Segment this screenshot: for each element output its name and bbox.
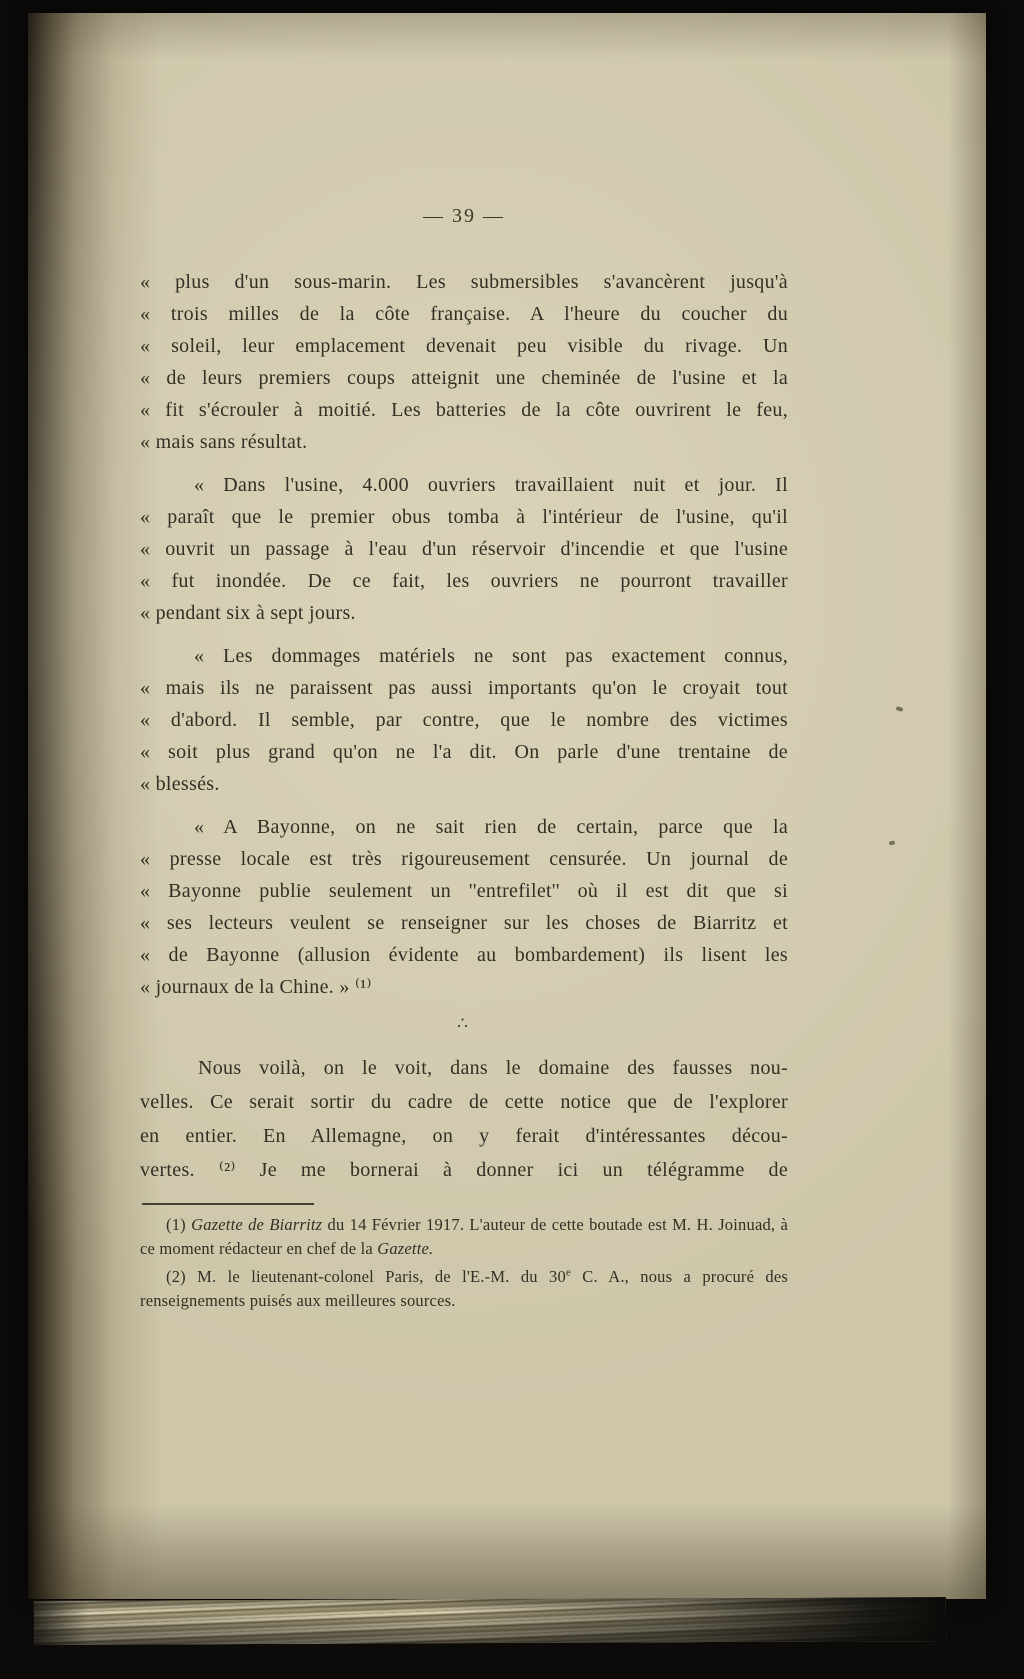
footnotes — [140, 1213, 788, 1312]
text-line: vertes. ⁽²⁾ Je me bornerai à donner ici un télégramme de — [140, 1159, 788, 1181]
text-line: « A Bayonne, on ne sait rien de certain, parce que la — [194, 816, 788, 838]
text-line: « Dans l'usine, 4.000 ouvriers travaillaient nuit et jour. Il — [194, 474, 788, 496]
ink-speck — [889, 841, 896, 846]
text-line: « mais ils ne paraissent pas aussi importants qu'on le croyait tout — [140, 677, 788, 699]
quote-paragraph — [140, 266, 788, 458]
text-line: « soleil, leur emplacement devenait peu visible du rivage. Un — [140, 335, 788, 357]
footnote-marker: (2) — [166, 1267, 198, 1286]
footnote-2 — [140, 1265, 788, 1312]
text-line: « presse locale est très rigoureusement censurée. Un journal de — [140, 848, 788, 870]
text-line: « ses lecteurs veulent se renseigner sur les choses de Biarritz et — [140, 912, 788, 934]
text-line: « soit plus grand qu'on ne l'a dit. On parle d'une trentaine de — [140, 741, 788, 763]
text-line: « blessés. — [140, 773, 220, 795]
text-line: « d'abord. Il semble, par contre, que le nombre des victimes — [140, 709, 788, 731]
text-line: « paraît que le premier obus tomba à l'intérieur de l'usine, qu'il — [140, 506, 788, 528]
book-page — [28, 13, 986, 1599]
work-title: Gazette. — [377, 1238, 434, 1258]
footnote-rule — [142, 1203, 314, 1205]
quote-paragraph — [140, 811, 788, 1003]
text-line: « ouvrit un passage à l'eau d'un réservoir d'incendie et que l'usine — [140, 538, 788, 560]
footnote-1 — [140, 1213, 788, 1260]
quote-paragraph — [140, 469, 788, 629]
ink-speck — [896, 706, 904, 712]
page-edge-stack — [34, 1597, 946, 1645]
text-line: « journaux de la Chine. » ⁽¹⁾ — [140, 976, 372, 998]
quote-paragraph — [140, 640, 788, 800]
text-line: « trois milles de la côte française. A l'heure du coucher du — [140, 303, 788, 325]
footnote-text: du 14 Février 1917. L'auteur de cette boutade est M. H. Joinuad, à ce moment rédacteur en chef de la — [140, 1215, 788, 1258]
footnote-marker: (1) — [166, 1215, 192, 1234]
text-line: « mais sans résultat. — [140, 431, 308, 453]
text-line: « Bayonne publie seulement un ''entrefilet'' où il est dit que si — [140, 880, 788, 902]
footnote-text: M. le lieutenant-colonel Paris, de l'E.-M. du 30 — [197, 1267, 566, 1286]
text-line: « fut inondée. De ce fait, les ouvriers ne pourront travailler — [140, 570, 788, 592]
text-line: « plus d'un sous-marin. Les submersibles s'avancèrent jusqu'à — [140, 271, 788, 293]
text-line: « pendant six à sept jours. — [140, 602, 356, 624]
text-line: Nous voilà, on le voit, dans le domaine des fausses nou- — [198, 1057, 788, 1079]
text-line: « fit s'écrouler à moitié. Les batteries de la côte ouvrirent le feu, — [140, 399, 788, 421]
text-column — [140, 205, 788, 1312]
body-paragraph — [140, 1051, 788, 1187]
footnote-text: C. A., nous a procuré des renseignements puisés aux meilleures sources. — [140, 1267, 788, 1310]
text-line: « de leurs premiers coups atteignit une cheminée de l'usine et la — [140, 367, 788, 389]
text-line: « de Bayonne (allusion évidente au bombardement) ils lisent les — [140, 944, 788, 966]
text-line: velles. Ce serait sortir du cadre de cette notice que de l'explorer — [140, 1091, 788, 1113]
text-line: « Les dommages matériels ne sont pas exactement connus, — [194, 645, 788, 667]
ordinal-superscript: e — [565, 1266, 572, 1279]
work-title: Gazette de Biarritz — [191, 1215, 323, 1234]
section-divider: ∴ — [457, 1014, 471, 1033]
page-number: — 39 — — [423, 205, 505, 227]
quoted-passage — [140, 266, 788, 1003]
text-line: en entier. En Allemagne, on y ferait d'intéressantes décou- — [140, 1125, 788, 1147]
